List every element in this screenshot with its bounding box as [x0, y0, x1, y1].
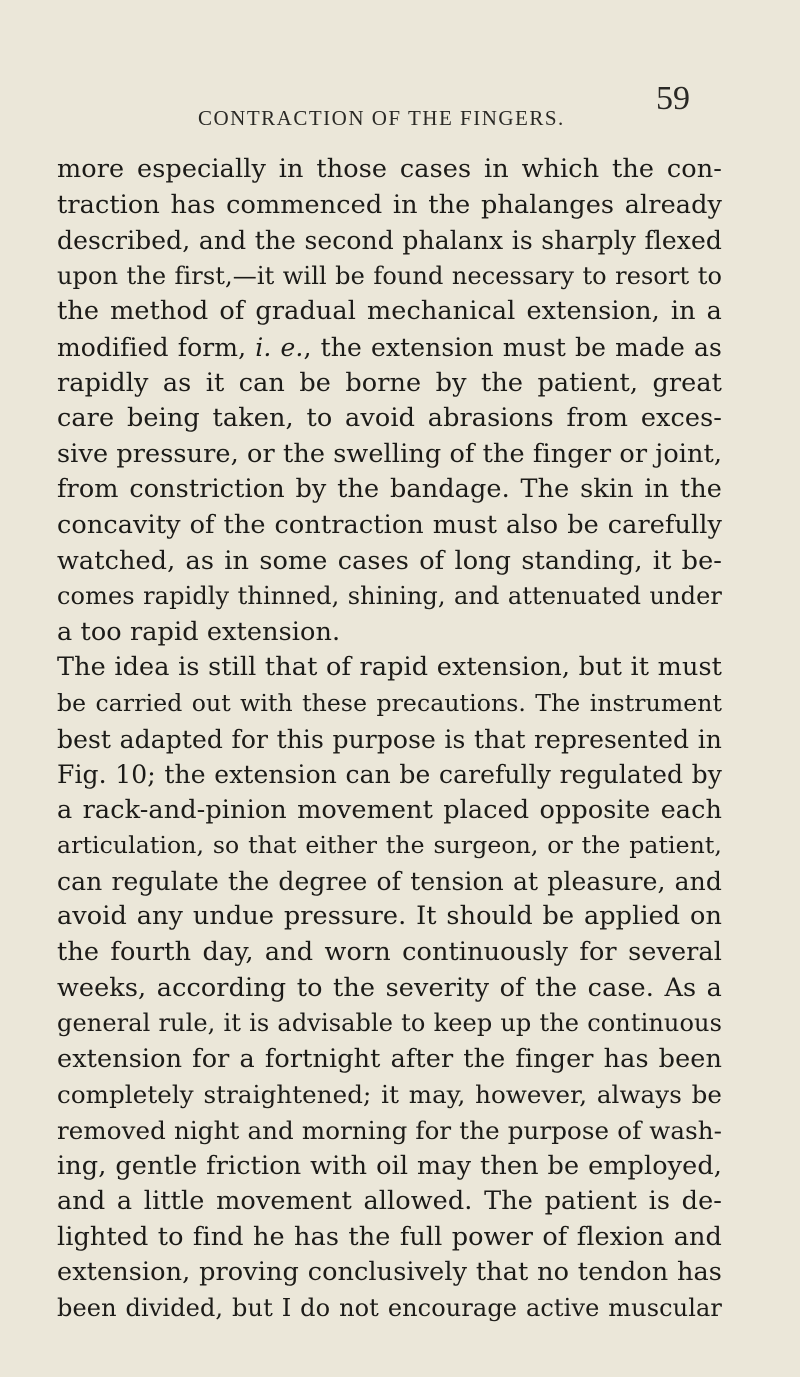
- text-line: a rack-and-pinion movement placed opposite each: [57, 794, 722, 825]
- text-line: can regulate the degree of tension at pleasure, and: [57, 866, 722, 896]
- text-line: care being taken, to avoid abrasions from exces-: [57, 403, 722, 434]
- text-line: and a little movement allowed. The patient is de-: [57, 1186, 722, 1217]
- text-line: concavity of the contraction must also be carefully: [57, 509, 722, 540]
- text-line: been divided, but I do not encourage active muscular: [57, 1294, 722, 1322]
- text-line: general rule, it is advisable to keep up the continuous: [57, 1009, 722, 1038]
- text-line: watched, as in some cases of long standing, it be-: [57, 545, 722, 576]
- text-line: modified form, i. e., the extension must be made as: [57, 332, 722, 362]
- text-line: completely straightened; it may, however, always be: [57, 1080, 722, 1110]
- text-line: weeks, according to the severity of the case. As a: [57, 972, 722, 1003]
- page-number: 59: [656, 80, 690, 117]
- text-line: extension for a fortnight after the finger has been: [57, 1043, 722, 1074]
- text-line: rapidly as it can be borne by the patient, great: [57, 367, 722, 398]
- text-line: removed night and morning for the purpose of wash-: [57, 1116, 722, 1146]
- text-line: avoid any undue pressure. It should be applied on: [57, 901, 722, 932]
- text-line: The idea is still that of rapid extension, but it must: [57, 652, 722, 683]
- text-line: sive pressure, or the swelling of the finger or joint,: [57, 438, 723, 469]
- text-line: described, and the second phalanx is sharply flexed: [57, 226, 722, 256]
- text-line: ing, gentle friction with oil may then be employed,: [57, 1150, 722, 1181]
- text-line: be carried out with these precautions. The instrument: [57, 688, 722, 717]
- text-line: articulation, so that either the surgeon, or the patient,: [57, 831, 722, 860]
- text-line: the fourth day, and worn continuously for several: [57, 937, 722, 968]
- text-line: a too rapid extension.: [57, 616, 341, 647]
- running-head: CONTRACTION OF THE FINGERS.: [198, 106, 565, 130]
- text-line: the method of gradual mechanical extension, in a: [57, 296, 722, 327]
- text-line: comes rapidly thinned, shining, and attenuated under: [57, 582, 722, 611]
- text-line: best adapted for this purpose is that represented in: [57, 724, 722, 754]
- text-line: from constriction by the bandage. The skin in the: [57, 474, 722, 505]
- text-line: upon the first,—it will be found necessary to resort to: [57, 261, 722, 290]
- body-text: [57, 152, 722, 1327]
- text-line: lighted to find he has the full power of flexion and: [57, 1221, 722, 1252]
- text-line: traction has commenced in the phalanges already: [57, 189, 722, 220]
- text-line: extension, proving conclusively that no tendon has: [57, 1257, 722, 1288]
- text-line: more especially in those cases in which the con-: [57, 154, 722, 184]
- text-line: Fig. 10; the extension can be carefully regulated by: [57, 760, 722, 790]
